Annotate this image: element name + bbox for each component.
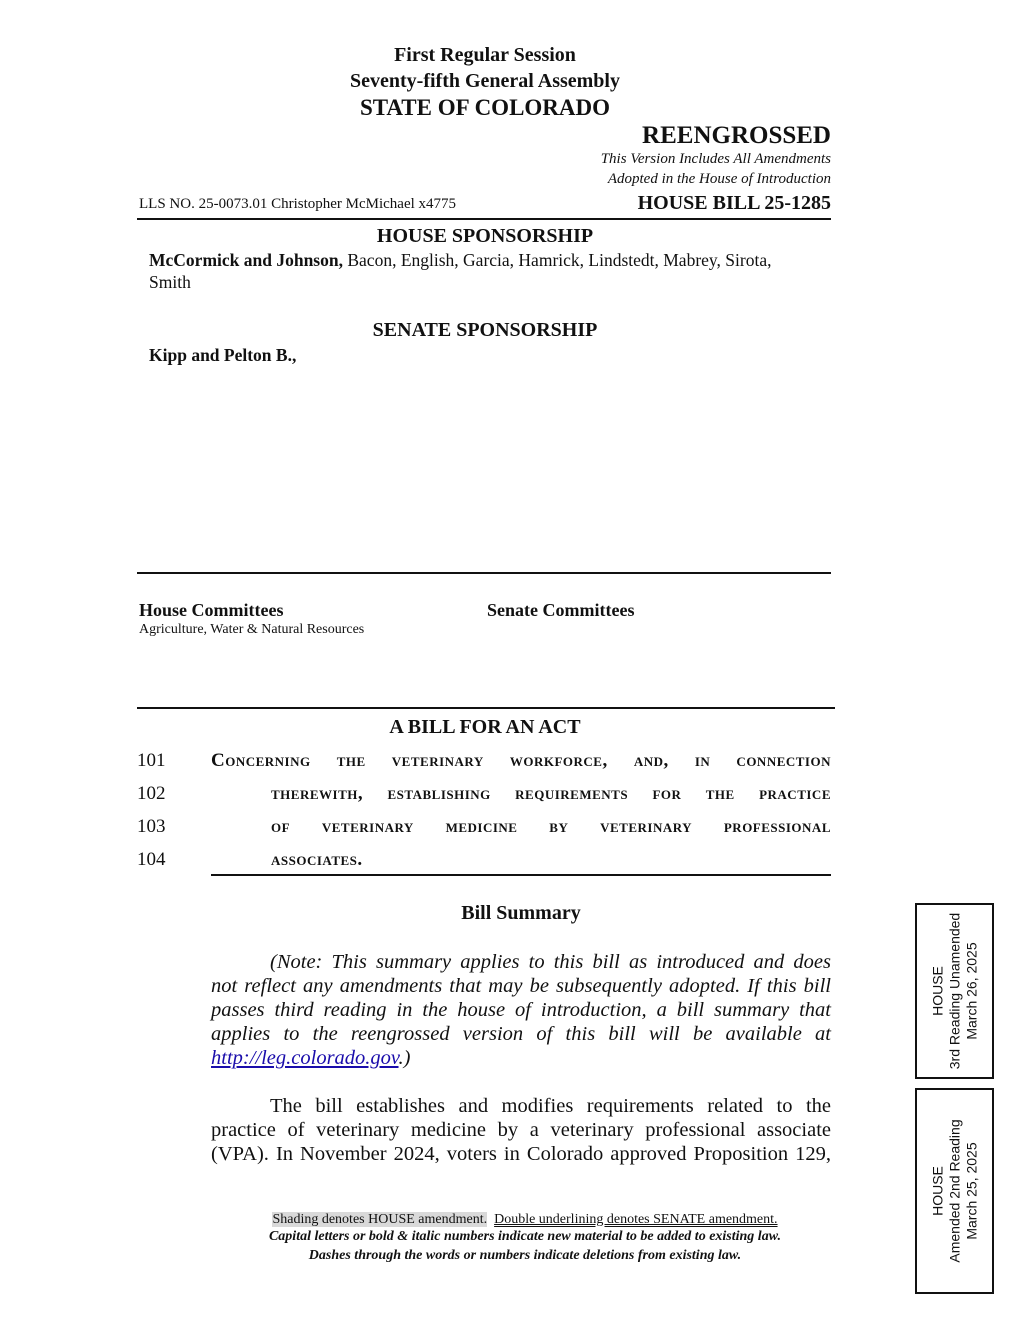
stamp-chamber: HOUSE xyxy=(929,1166,945,1216)
header-rule xyxy=(137,218,831,220)
third-reading-stamp xyxy=(915,903,994,1079)
house-committee-name: Agriculture, Water & Natural Resources xyxy=(139,622,365,637)
house-sponsors xyxy=(149,250,839,271)
senate-sponsorship-heading: SENATE SPONSORSHIP xyxy=(372,319,598,341)
summary-note-line: (Note: This summary applies to this bill as introduced and does xyxy=(270,951,831,973)
stamp-action: Amended 2nd Reading xyxy=(946,1119,962,1263)
dashes-legend: Dashes through the words or numbers indicate deletions from existing law. xyxy=(308,1248,742,1263)
summary-note-end: .) xyxy=(398,1047,411,1069)
house-primary-sponsors: McCormick and Johnson, xyxy=(149,250,343,270)
second-reading-stamp xyxy=(915,1088,994,1294)
house-amendment-legend: Shading denotes HOUSE amendment. xyxy=(272,1212,488,1227)
summary-note-line: applies to the reengrossed version of this bill will be available at xyxy=(211,1023,831,1045)
stamp-date: March 26, 2025 xyxy=(963,942,979,1040)
bill-summary-heading: Bill Summary xyxy=(461,902,581,924)
session-line: First Regular Session xyxy=(394,44,576,66)
line-number: 103 xyxy=(137,816,166,837)
amendment-legend xyxy=(200,1212,850,1228)
house-cosponsors-continued: Smith xyxy=(149,272,191,292)
senate-primary-sponsors: Kipp and Pelton B., xyxy=(149,345,297,365)
senate-amendment-legend: Double underlining denotes SENATE amendment. xyxy=(494,1212,778,1227)
summary-note-line: not reflect any amendments that may be subsequently adopted. If this bill xyxy=(211,975,831,997)
status-label: REENGROSSED xyxy=(642,122,831,149)
bill-title-line: therewith, establishing requirements for the practice xyxy=(271,783,831,804)
summary-body-line: practice of veterinary medicine by a veterinary professional associate xyxy=(211,1119,831,1141)
lls-number: LLS NO. 25-0073.01 Christopher McMichael x4775 xyxy=(139,196,457,212)
stamp-action: 3rd Reading Unamended xyxy=(946,912,962,1070)
title-rule xyxy=(211,874,831,876)
summary-body-line: The bill establishes and modifies requirements related to the xyxy=(270,1095,831,1117)
committees-rule-bottom xyxy=(137,707,835,709)
version-note-2: Adopted in the House of Introduction xyxy=(607,171,831,187)
house-cosponsors: Bacon, English, Garcia, Hamrick, Lindstedt, Mabrey, Sirota, xyxy=(347,250,772,270)
assembly-line: Seventy-fifth General Assembly xyxy=(350,70,620,92)
legislature-link[interactable]: http://leg.colorado.gov xyxy=(211,1047,399,1069)
capitals-legend: Capital letters or bold & italic numbers indicate new material to be added to existing law. xyxy=(268,1229,782,1244)
line-number: 102 xyxy=(137,783,166,804)
house-committees-heading: House Committees xyxy=(139,600,284,620)
bill-number: HOUSE BILL 25-1285 xyxy=(637,192,831,214)
bill-title-line: associates. xyxy=(271,849,363,870)
summary-note-last-line xyxy=(211,1046,831,1070)
state-line: STATE OF COLORADO xyxy=(359,95,611,120)
senate-committees-heading: Senate Committees xyxy=(487,600,635,620)
stamp-chamber: HOUSE xyxy=(929,966,945,1016)
summary-note-line: passes third reading in the house of introduction, a bill summary that xyxy=(211,999,831,1021)
stamp-date: March 25, 2025 xyxy=(963,1142,979,1240)
bill-act-heading: A BILL FOR AN ACT xyxy=(389,716,581,738)
third-reading-stamp-text xyxy=(929,913,980,1069)
committees-rule-top xyxy=(137,572,831,574)
version-note-1: This Version Includes All Amendments xyxy=(600,151,831,167)
line-number: 104 xyxy=(137,849,166,870)
summary-body-line: (VPA). In November 2024, voters in Colorado approved Proposition 129, xyxy=(211,1143,831,1165)
bill-title-line: Concerning the veterinary workforce, and, in connection xyxy=(211,750,831,771)
bill-title-line: of veterinary medicine by veterinary professional xyxy=(271,816,831,837)
house-sponsorship-heading: HOUSE SPONSORSHIP xyxy=(376,225,594,247)
second-reading-stamp-text xyxy=(929,1119,980,1262)
line-number: 101 xyxy=(137,750,166,771)
